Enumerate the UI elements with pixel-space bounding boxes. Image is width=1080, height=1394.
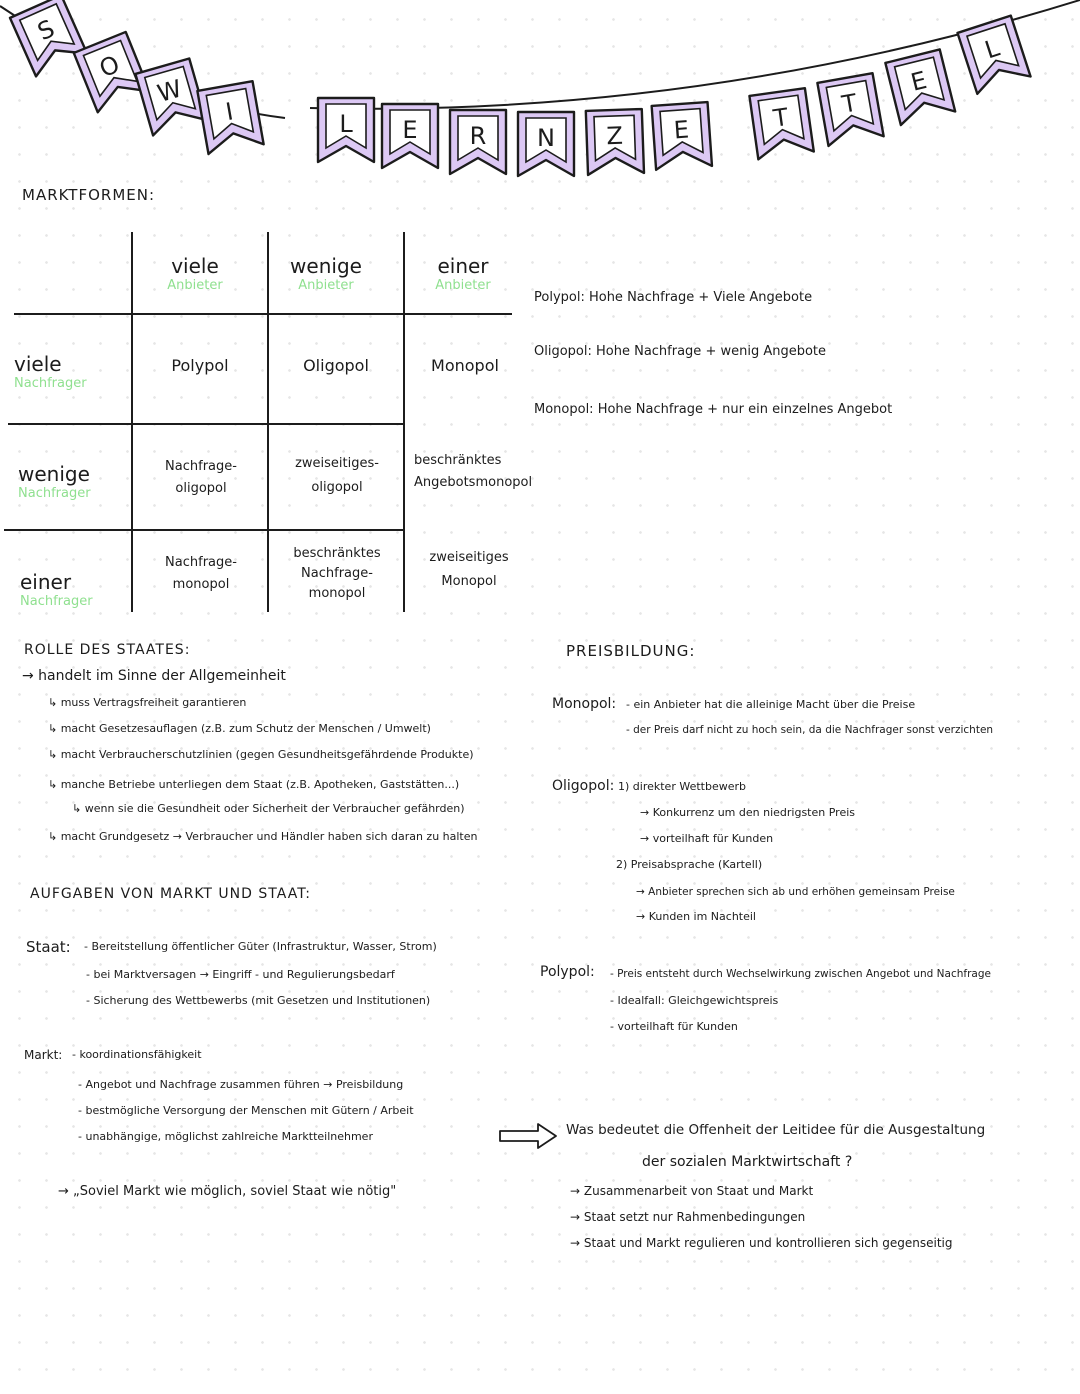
markt-label: Markt: xyxy=(24,1048,63,1062)
cell-beschraenktes-angebotsmonopol: beschränktes Angebotsmonopol xyxy=(414,453,533,490)
staat-line: - bei Marktversagen → Eingriff - und Regulierungsbedarf xyxy=(86,968,395,981)
banner-flag-letter: W xyxy=(154,74,185,108)
preis-polypol-label: Polypol: xyxy=(540,964,595,980)
banner-flag xyxy=(652,102,712,170)
banner-flag xyxy=(135,59,206,136)
staat-line: - Sicherung des Wettbewerbs (mit Gesetzen und Institutionen) xyxy=(86,994,431,1007)
banner-flag-letter: E xyxy=(402,116,418,144)
cell-oligopol: Oligopol xyxy=(303,356,369,375)
banner-flag-letter: N xyxy=(537,124,555,152)
banner-flag-letter: I xyxy=(223,97,236,127)
rolle-line: ↳ macht Verbraucherschutzlinien (gegen Gesundheitsgefährdende Produkte) xyxy=(48,748,474,761)
banner-flag xyxy=(10,0,87,76)
preis-oligopol-line: → Anbieter sprechen sich ab und erhöhen gemeinsam Preise xyxy=(636,886,955,898)
rolle-list xyxy=(22,666,552,856)
banner-flag-letter: O xyxy=(95,50,124,84)
banner-flag-letter: S xyxy=(33,14,59,47)
col-header-word: wenige xyxy=(290,254,362,278)
sowi-lernzettel-banner xyxy=(0,0,1080,200)
markt-line: - koordinationsfähigkeit xyxy=(72,1048,202,1061)
rolle-line: ↳ wenn sie die Gesundheit oder Sicherheit der Verbraucher gefährden) xyxy=(72,802,465,815)
rolle-line: ↳ manche Betriebe unterliegen dem Staat (z.B. Apotheken, Gaststätten...) xyxy=(48,778,460,791)
banner-flag xyxy=(586,109,644,175)
preis-monopol-line: - ein Anbieter hat die alleinige Macht über die Preise xyxy=(626,698,916,711)
marktformen-title: MARKTFORMEN: xyxy=(22,186,156,204)
staat-label: Staat: xyxy=(26,938,71,956)
preisbildung-polypol xyxy=(540,964,1070,1044)
leitidee-block xyxy=(566,1122,1066,1272)
staat-line: - Bereitstellung öffentlicher Güter (Infrastruktur, Wasser, Strom) xyxy=(84,940,437,953)
cell-monopol: Monopol xyxy=(431,356,499,375)
aufgaben-markt xyxy=(24,1046,504,1156)
definition-oligopol: Oligopol: Hohe Nachfrage + wenig Angebote xyxy=(534,344,827,359)
banner-flag xyxy=(197,81,263,154)
preis-oligopol-line: 1) direkter Wettbewerb xyxy=(618,780,746,793)
rolle-line: → handelt im Sinne der Allgemeinheit xyxy=(22,668,286,684)
col-header-einer xyxy=(408,254,518,293)
row-header-wenige xyxy=(18,462,91,501)
preisbildung-oligopol xyxy=(552,778,1052,928)
row-header-sub: Nachfrager xyxy=(20,594,93,609)
leitidee-question-line2: der sozialen Marktwirtschaft ? xyxy=(642,1154,853,1170)
leitidee-answer: → Zusammenarbeit von Staat und Markt xyxy=(570,1184,814,1198)
leitidee-question-line1: Was bedeutet die Offenheit der Leitidee für die Ausgestaltung xyxy=(566,1122,986,1138)
row-header-word: wenige xyxy=(18,462,90,486)
rolle-line: ↳ macht Gesetzesauflagen (z.B. zum Schutz der Menschen / Umwelt) xyxy=(48,722,431,735)
marktformen-definitions xyxy=(534,288,1054,428)
cell-zweiseitiges-monopol: zweiseitiges Monopol xyxy=(429,550,509,589)
col-header-sub: Anbieter xyxy=(435,278,491,293)
cell-nachfrage-oligopol: Nachfrage- oligopol xyxy=(165,459,237,496)
definition-polypol: Polypol: Hohe Nachfrage + Viele Angebote xyxy=(534,290,813,305)
definition-monopol: Monopol: Hohe Nachfrage + nur ein einzelnes Angebot xyxy=(534,402,893,417)
col-header-wenige xyxy=(270,254,382,293)
col-header-word: einer xyxy=(437,254,489,278)
preis-oligopol-label: Oligopol: xyxy=(552,778,615,794)
row-header-sub: Nachfrager xyxy=(14,376,87,391)
row-header-word: viele xyxy=(14,352,62,376)
row-header-viele xyxy=(14,352,87,391)
preis-polypol-line: - Preis entsteht durch Wechselwirkung zwischen Angebot und Nachfrage xyxy=(610,968,991,980)
col-header-sub: Anbieter xyxy=(167,278,223,293)
banner-flag-letter: E xyxy=(908,65,930,97)
leitidee-answer: → Staat und Markt regulieren und kontrollieren sich gegenseitig xyxy=(570,1236,953,1250)
row-header-sub: Nachfrager xyxy=(18,486,91,501)
banner-flag xyxy=(817,73,883,146)
hollow-arrow-icon xyxy=(498,1122,560,1150)
row-header-word: einer xyxy=(20,570,72,594)
banner-flag xyxy=(382,104,438,168)
markt-line: - bestmögliche Versorgung der Menschen mit Gütern / Arbeit xyxy=(78,1104,414,1117)
preis-polypol-line: - vorteilhaft für Kunden xyxy=(610,1020,738,1033)
banner-flag xyxy=(749,88,813,159)
banner-flag-letter: E xyxy=(672,115,690,145)
col-header-word: viele xyxy=(171,254,219,278)
banner-flag-letter: T xyxy=(771,102,790,133)
col-header-sub: Anbieter xyxy=(298,278,354,293)
col-header-viele xyxy=(140,254,250,293)
rolle-line: ↳ muss Vertragsfreiheit garantieren xyxy=(48,696,247,709)
row-header-einer xyxy=(20,570,93,609)
preis-oligopol-line: → Kunden im Nachteil xyxy=(636,910,756,923)
leitidee-answer: → Staat setzt nur Rahmenbedingungen xyxy=(570,1210,806,1224)
preisbildung-monopol xyxy=(552,696,1072,746)
banner-flag xyxy=(958,16,1031,94)
aufgaben-title: AUFGABEN VON MARKT UND STAAT: xyxy=(30,886,311,902)
markt-line: - unabhängige, möglichst zahlreiche Marktteilnehmer xyxy=(78,1130,373,1143)
markt-line: - Angebot und Nachfrage zusammen führen → Preisbildung xyxy=(78,1078,404,1091)
cell-nachfragemonopol: Nachfrage- monopol xyxy=(165,555,237,592)
banner-flag xyxy=(518,112,574,176)
banner-flag-letter: R xyxy=(469,122,487,150)
banner-flag xyxy=(885,49,955,125)
banner-flag-letter: Z xyxy=(605,121,624,151)
banner-flag-letter: L xyxy=(339,110,353,138)
cell-beschraenktes-nachfragemonopol: beschränktes Nachfrage- monopol xyxy=(293,546,381,601)
banner-flag xyxy=(318,98,374,162)
preis-oligopol-line: 2) Preisabsprache (Kartell) xyxy=(616,858,763,871)
preis-monopol-label: Monopol: xyxy=(552,696,617,712)
banner-flag xyxy=(450,110,506,174)
cell-zweiseitiges-oligopol: zweiseitiges- oligopol xyxy=(295,456,379,495)
preis-oligopol-line: → Konkurrenz um den niedrigsten Preis xyxy=(640,806,855,819)
aufgaben-quote: → „Soviel Markt wie möglich, soviel Staat wie nötig" xyxy=(58,1184,397,1199)
cell-polypol: Polypol xyxy=(171,356,229,375)
rolle-title: ROLLE DES STAATES: xyxy=(24,642,191,658)
banner-flag-letter: L xyxy=(981,33,1003,65)
preis-oligopol-line: → vorteilhaft für Kunden xyxy=(640,832,774,845)
rolle-line: ↳ macht Grundgesetz → Verbraucher und Händler haben sich daran zu halten xyxy=(48,830,478,843)
banner-flag-letter: T xyxy=(839,88,860,119)
preisbildung-title: PREISBILDUNG: xyxy=(566,642,696,660)
aufgaben-staat xyxy=(26,936,526,1016)
preis-monopol-line: - der Preis darf nicht zu hoch sein, da die Nachfrager sonst verzichten xyxy=(626,724,994,736)
preis-polypol-line: - Idealfall: Gleichgewichtspreis xyxy=(610,994,779,1007)
